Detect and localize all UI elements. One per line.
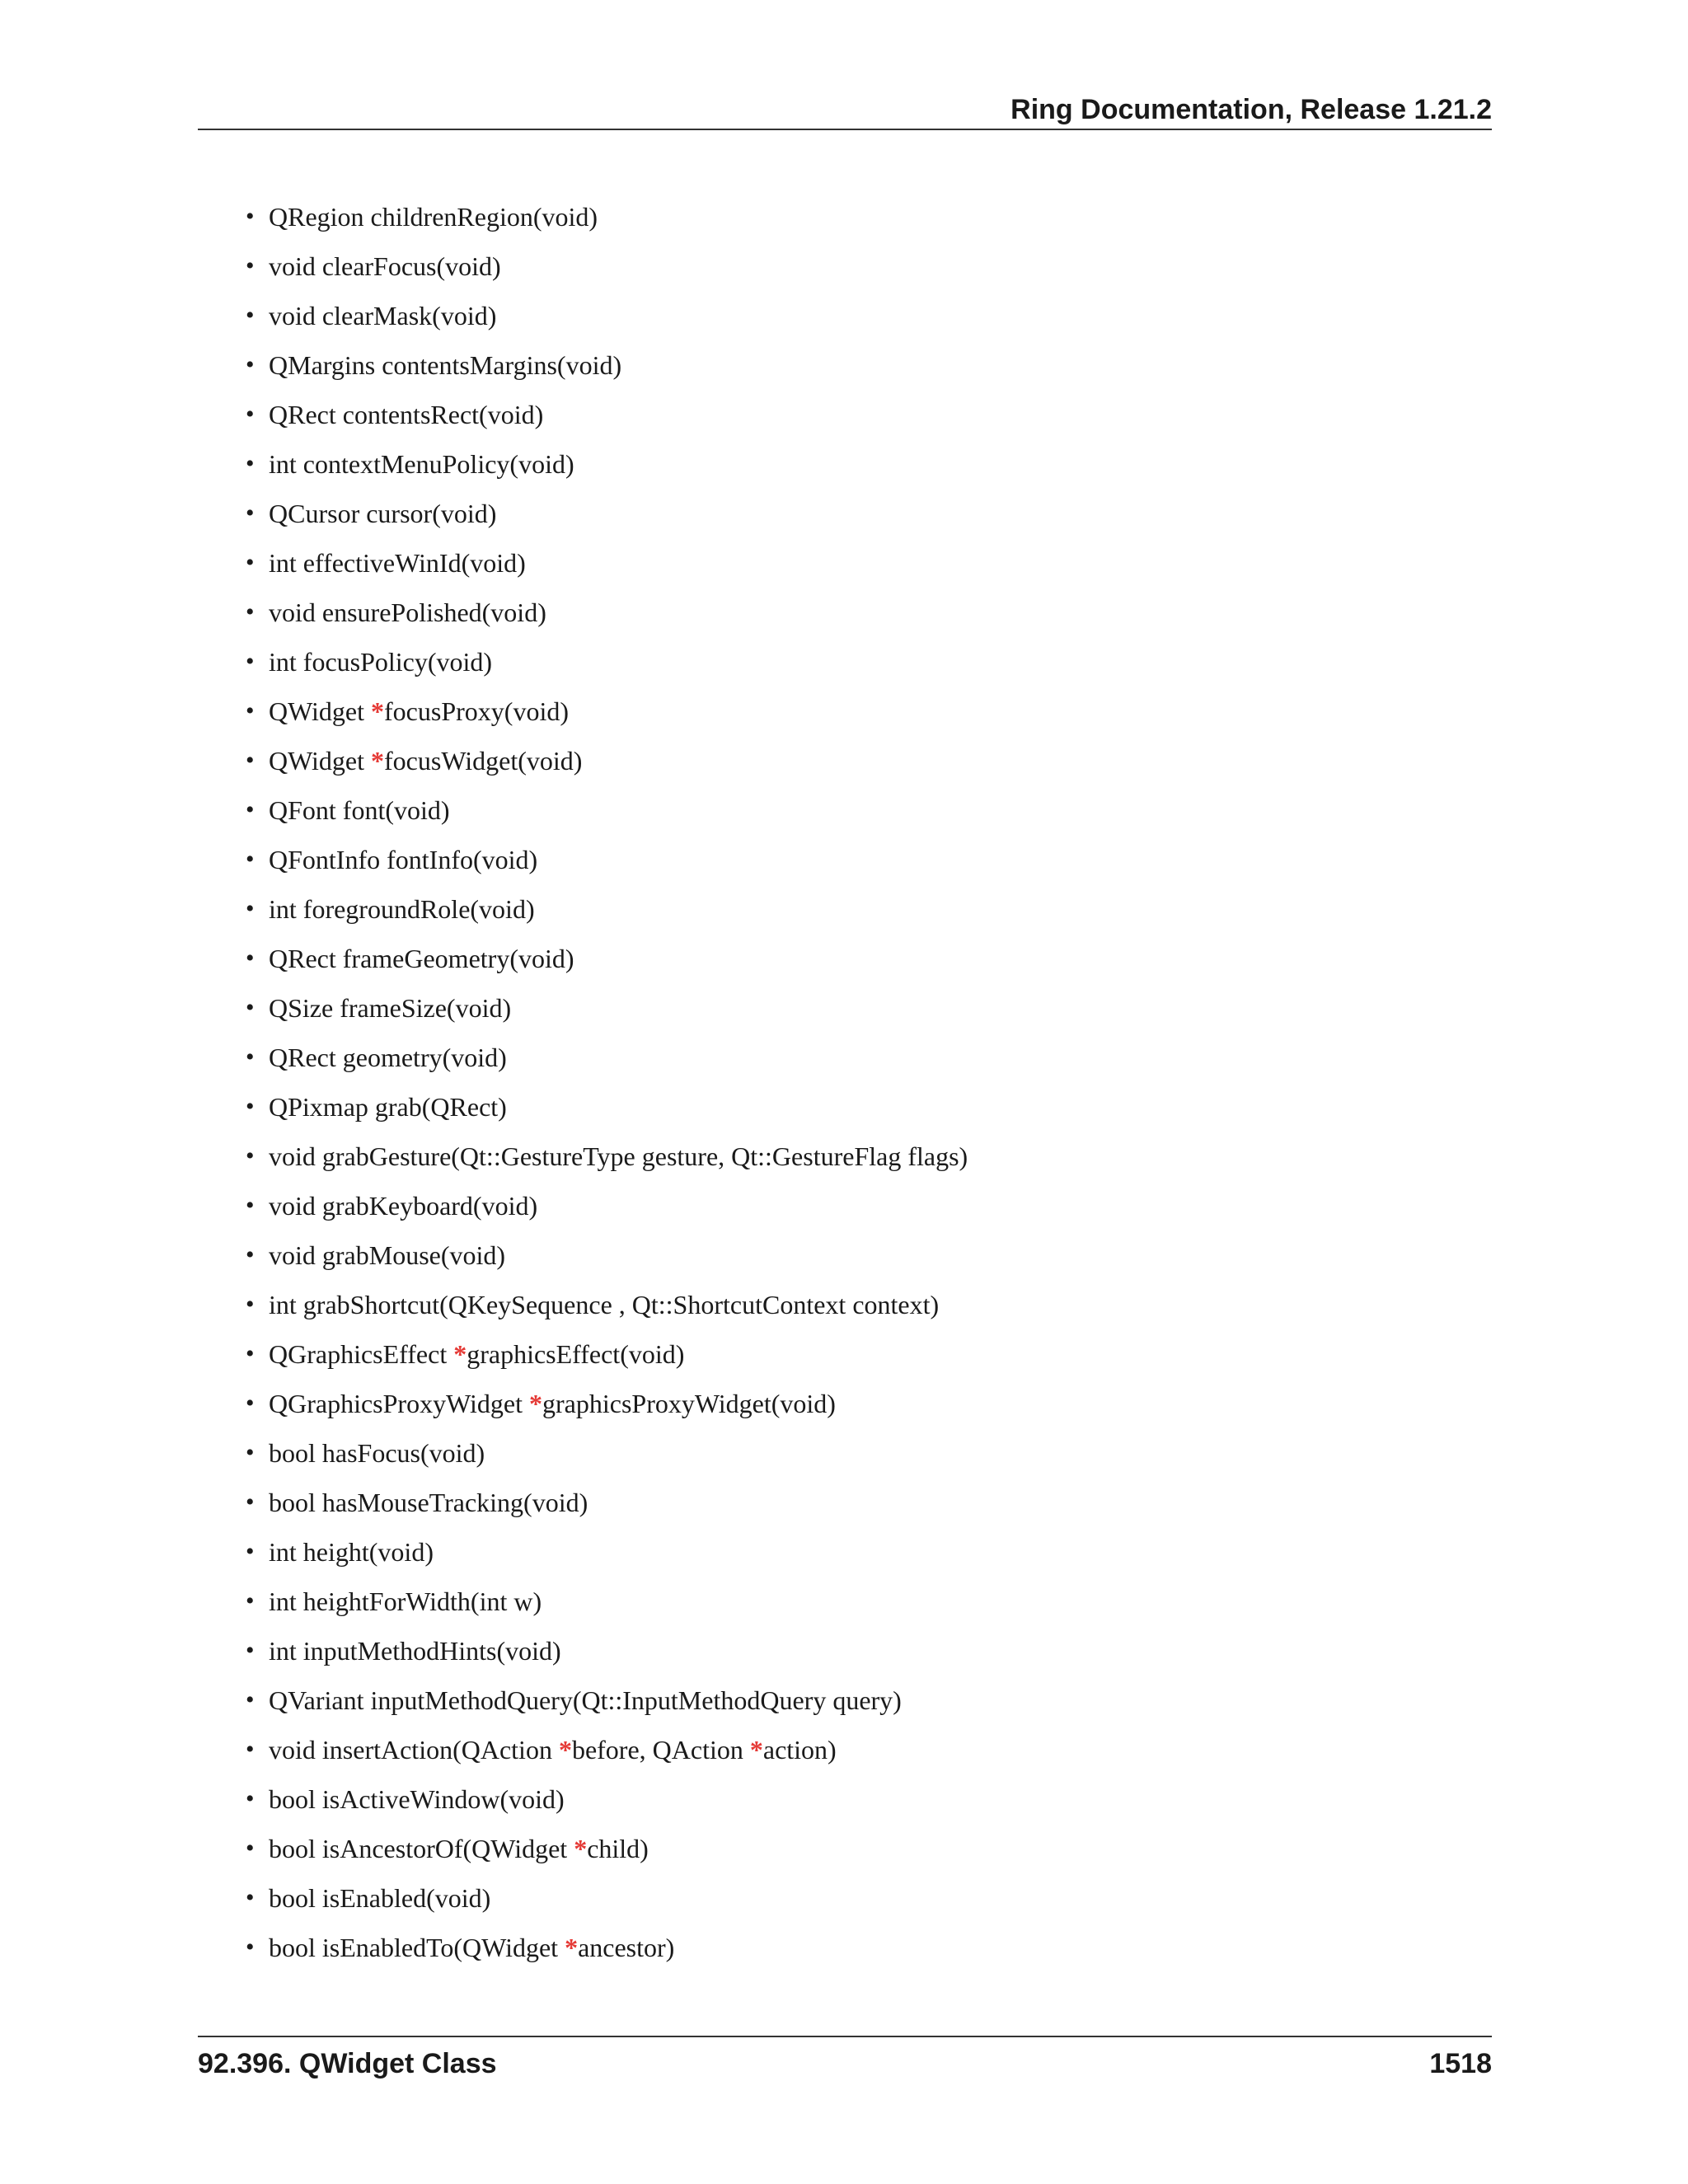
method-item (246, 1675, 968, 1725)
method-signature: void grabGesture(Qt::GestureType gesture, Qt::GestureFlag flags) (269, 1141, 968, 1171)
bullet-icon: • (246, 1291, 255, 1318)
method-item (246, 1033, 968, 1082)
bullet-icon: • (246, 697, 255, 724)
method-signature: QRegion childrenRegion(void) (269, 202, 598, 232)
method-item (246, 983, 968, 1033)
method-signature: void clearMask(void) (269, 301, 497, 330)
method-item (246, 1132, 968, 1181)
bullet-icon: • (246, 895, 255, 922)
method-item (246, 241, 968, 291)
method-signature: bool isEnabled(void) (269, 1883, 491, 1913)
method-signature: int inputMethodHints(void) (269, 1636, 561, 1666)
method-item (246, 1379, 968, 1428)
method-signature: QFont font(void) (269, 795, 450, 825)
method-signature: QSize frameSize(void) (269, 993, 512, 1023)
bullet-icon: • (246, 598, 255, 626)
method-item (246, 489, 968, 538)
method-item (246, 687, 968, 736)
bullet-icon: • (246, 648, 255, 675)
bullet-icon: • (246, 401, 255, 428)
bullet-icon: • (246, 499, 255, 527)
method-signature: QWidget *focusProxy(void) (269, 696, 569, 726)
bullet-icon: • (246, 1736, 255, 1763)
bullet-icon: • (246, 302, 255, 329)
method-signature: void clearFocus(void) (269, 251, 501, 281)
method-item (246, 291, 968, 340)
bullet-icon: • (246, 351, 255, 378)
bullet-icon: • (246, 1488, 255, 1516)
method-item (246, 1824, 968, 1873)
method-item (246, 1873, 968, 1923)
method-signature: bool isEnabledTo(QWidget *ancestor) (269, 1933, 675, 1962)
bullet-icon: • (246, 1538, 255, 1565)
bullet-icon: • (246, 252, 255, 279)
bullet-icon: • (246, 846, 255, 873)
method-signature: QPixmap grab(QRect) (269, 1092, 507, 1122)
method-signature: int focusPolicy(void) (269, 647, 493, 677)
method-list (246, 192, 968, 1972)
method-item (246, 1428, 968, 1478)
bullet-icon: • (246, 1686, 255, 1713)
bullet-icon: • (246, 1439, 255, 1466)
method-signature: QGraphicsProxyWidget *graphicsProxyWidget(void) (269, 1389, 836, 1418)
method-signature: QRect contentsRect(void) (269, 400, 544, 429)
method-item (246, 1082, 968, 1132)
method-item (246, 736, 968, 785)
method-item (246, 637, 968, 687)
section-title: 92.396. QWidget Class (198, 2048, 497, 2079)
bullet-icon: • (246, 1587, 255, 1615)
method-signature: void grabMouse(void) (269, 1240, 506, 1270)
page-number: 1518 (1429, 2048, 1492, 2079)
bullet-icon: • (246, 1340, 255, 1367)
bullet-icon: • (246, 1933, 255, 1961)
method-signature: QCursor cursor(void) (269, 499, 497, 528)
bullet-icon: • (246, 1142, 255, 1169)
bullet-icon: • (246, 994, 255, 1021)
bullet-icon: • (246, 1192, 255, 1219)
method-signature: void ensurePolished(void) (269, 598, 546, 627)
bullet-icon: • (246, 1637, 255, 1664)
method-signature: int contextMenuPolicy(void) (269, 449, 574, 479)
bullet-icon: • (246, 944, 255, 972)
method-signature: int grabShortcut(QKeySequence , Qt::ShortcutContext context) (269, 1290, 940, 1319)
bullet-icon: • (246, 203, 255, 230)
bullet-icon: • (246, 1043, 255, 1071)
method-signature: bool isActiveWindow(void) (269, 1784, 565, 1814)
method-signature: QWidget *focusWidget(void) (269, 746, 583, 776)
bullet-icon: • (246, 450, 255, 477)
method-item (246, 588, 968, 637)
bullet-icon: • (246, 1785, 255, 1812)
method-signature: int height(void) (269, 1537, 434, 1567)
method-item (246, 1774, 968, 1824)
method-item (246, 934, 968, 983)
bullet-icon: • (246, 549, 255, 576)
method-item (246, 1478, 968, 1527)
method-signature: QFontInfo fontInfo(void) (269, 845, 538, 874)
method-item (246, 439, 968, 489)
method-signature: int foregroundRole(void) (269, 894, 535, 924)
method-item (246, 538, 968, 588)
method-item (246, 1626, 968, 1675)
document-title: Ring Documentation, Release 1.21.2 (1010, 94, 1492, 125)
bullet-icon: • (246, 1835, 255, 1862)
method-signature: QMargins contentsMargins(void) (269, 350, 622, 380)
method-signature: bool hasFocus(void) (269, 1438, 485, 1468)
method-item (246, 192, 968, 241)
method-item (246, 1923, 968, 1972)
method-item (246, 1725, 968, 1774)
bullet-icon: • (246, 796, 255, 823)
method-signature: void grabKeyboard(void) (269, 1191, 538, 1221)
method-signature: QVariant inputMethodQuery(Qt::InputMethodQuery query) (269, 1685, 902, 1715)
method-item (246, 1280, 968, 1329)
method-signature: QRect geometry(void) (269, 1043, 507, 1072)
method-item (246, 340, 968, 390)
page-footer (198, 2036, 1492, 2087)
method-item (246, 390, 968, 439)
bullet-icon: • (246, 1884, 255, 1911)
method-signature: bool hasMouseTracking(void) (269, 1488, 588, 1517)
bullet-icon: • (246, 1093, 255, 1120)
method-item (246, 1329, 968, 1379)
method-signature: QRect frameGeometry(void) (269, 944, 574, 973)
bullet-icon: • (246, 1241, 255, 1268)
page-header (198, 89, 1492, 130)
method-signature: QGraphicsEffect *graphicsEffect(void) (269, 1339, 685, 1369)
method-item (246, 785, 968, 835)
method-item (246, 1230, 968, 1280)
method-item (246, 835, 968, 884)
bullet-icon: • (246, 1390, 255, 1417)
method-item (246, 884, 968, 934)
method-signature: bool isAncestorOf(QWidget *child) (269, 1834, 649, 1863)
method-item (246, 1527, 968, 1577)
bullet-icon: • (246, 747, 255, 774)
method-signature: int effectiveWinId(void) (269, 548, 526, 578)
method-signature: void insertAction(QAction *before, QAction *action) (269, 1735, 837, 1765)
method-item (246, 1577, 968, 1626)
method-signature: int heightForWidth(int w) (269, 1586, 542, 1616)
method-item (246, 1181, 968, 1230)
